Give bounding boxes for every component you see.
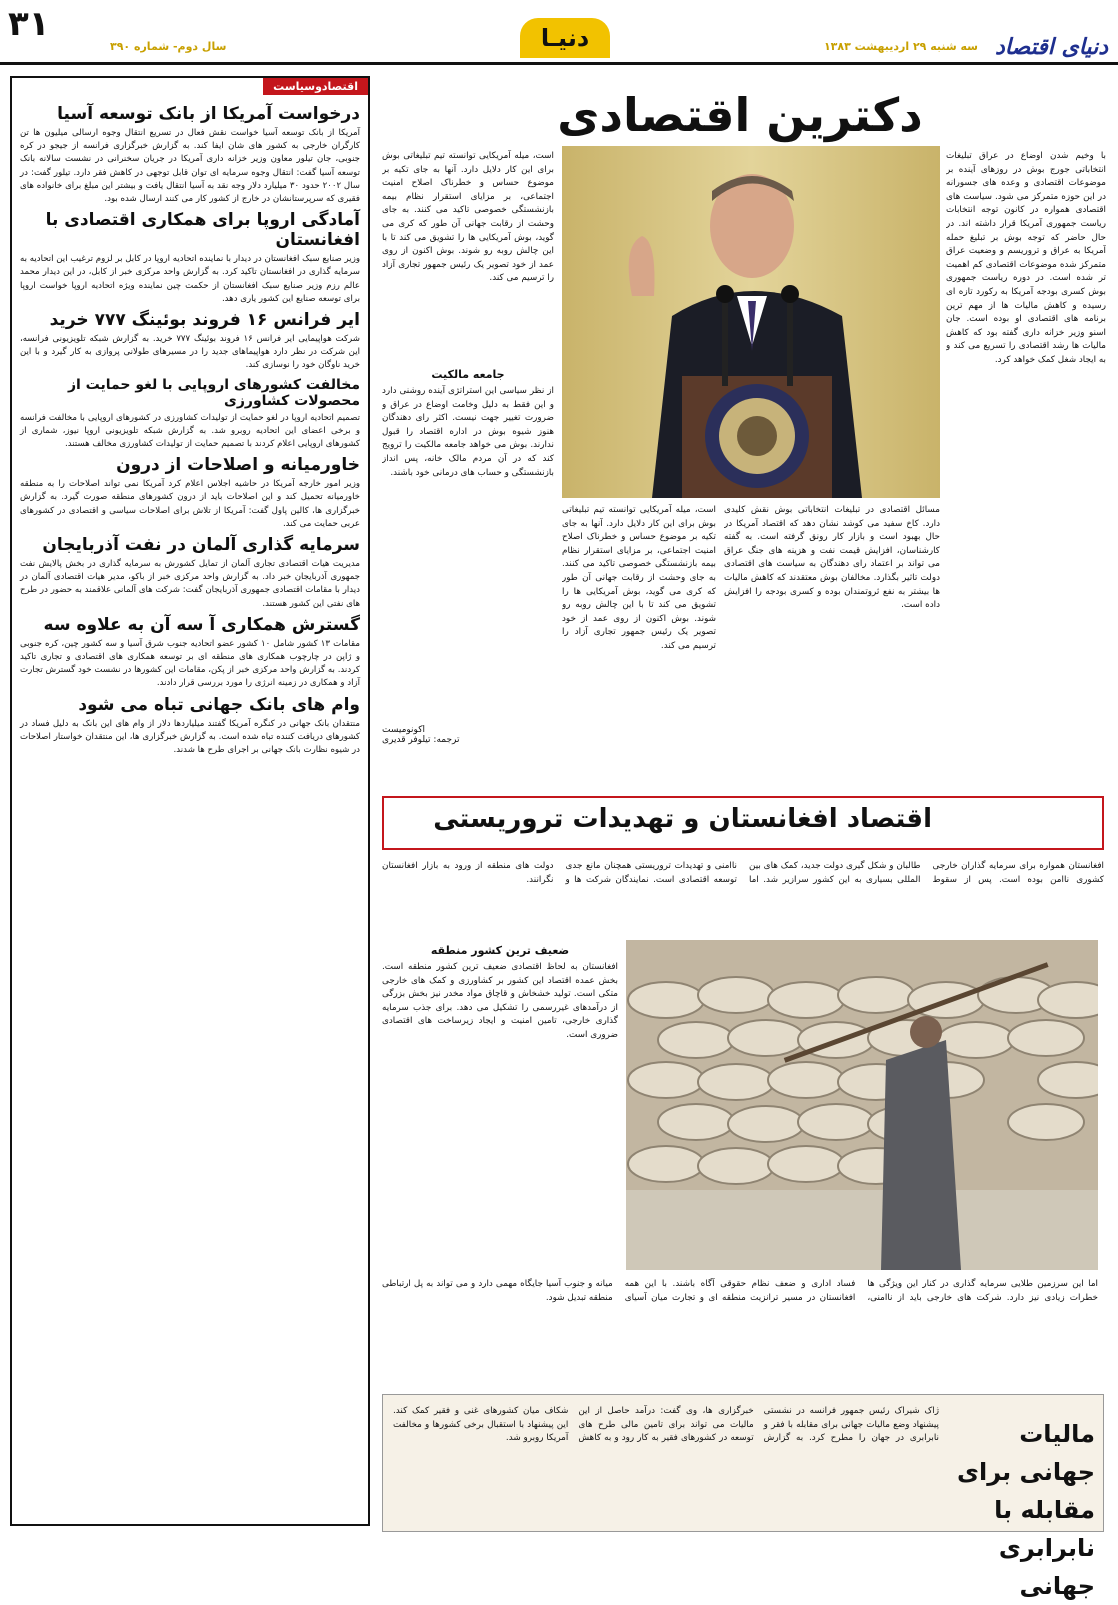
bush-speech-photo [562, 146, 940, 498]
translator-credit [382, 735, 554, 745]
article-headline: سرمایه گذاری آلمان در نفت آذربایجان [42, 535, 360, 556]
main-headline: دکترین اقتصادی [557, 88, 923, 142]
global-tax-headline: مالیات جهانی برای مقابله با نابرابری جهانی [957, 1420, 1095, 1600]
article-headline: خاورمیانه و اصلاحات از درون [116, 455, 360, 476]
translator-name: تیلوفر قدیری [382, 735, 431, 745]
subhead-ownership-society: جامعه مالکیت [431, 368, 505, 381]
section-banner [520, 18, 610, 58]
global-tax-text: ژاک شیراک رئیس جمهور فرانسه در نشستی پیشنهاد وضع مالیات جهانی برای مقابله با فقر و نابرابری در جهان را مطرح کرد. به گزارش خبرگزاری ها، وی گفت: درآمد حاصل از این مالیات می تواند برای تامین مالی طرح های توسعه در کشورهای فقیر به کار رود و به کاهش شکاف میان کشورهای غنی و فقیر کمک کند. این پیشنهاد با استقبال برخی کشورها و مخالفت آمریکا روبرو شد. [393, 1406, 939, 1444]
article-headline: درخواست آمریکا از بانک توسعه آسیا [57, 104, 360, 124]
article-headline: آمادگی اروپا برای همکاری اقتصادی با افغانستان [45, 210, 360, 251]
issue-number: سال دوم- شماره ۳۹۰ [110, 40, 227, 53]
afghanistan-text-left: افغانستان به لحاظ اقتصادی ضعیف ترین کشور منطقه است. بخش عمده اقتصاد این کشور بر کشاورزی و کمک های خارجی متکی است. تولید خشخاش و قاچاق مواد مخدر نیز بخش بزرگی از درآمدهای غیررسمی را تشکیل می دهد. برای جذب سرمایه گذاری خارجی، تامین امنیت و ایجاد زیرساخت های اقتصادی ضروری است. [382, 962, 618, 1040]
main-story-text-right: با وخیم شدن اوضاع در عراق تبلیغات انتخاباتی جورج بوش در روزهای آینده بر موضوعات اقتصادی و وعده های جسورانه در این حوزه متمرکز می شود. سیاست های اقتصادی همواره در کانون توجه انتخابات ریاست جمهوری آمریکا قرار داشته اند. در حال حاضر که توجه بوش بر تبلیغ حمله آمریکا به عراق و تروریسم و وضعیت عراق متمرکز شده موضوعات اقتصادی کم اهمیت تر شده است. در دوره ریاست جمهوری بوش کسری بودجه آمریکا به رکورد تازه ای رسیده و کاهش مالیات ها از مهم ترین برنامه های اقتصادی او بوده است. جان اسنو وزیر خزانه داری گفته بود که کاهش مالیات ها رشد اقتصادی را تسریع می کند و به ایجاد شغل کمک خواهد کرد. [946, 151, 1106, 365]
source-credit: اکونومیست [382, 725, 425, 735]
grain-sacks-illustration [626, 940, 1098, 1270]
translator-label: ترجمه: [433, 735, 460, 745]
main-story-left-block-2 [382, 364, 554, 784]
article-headline: وام های بانک جهانی تباه می شود [78, 694, 360, 715]
president-photo-illustration [562, 146, 940, 498]
article-body: آمریکا از بانک توسعه آسیا خواست نقش فعال در تسریع انتقال وجوه ارسالی میلیون ها تن کارگران خارجی به کشور های شان ایفا کند. به گزارش خبرگزاری فرانسه از جیجو در کره جنوبی، جان تیلور معاون وزیر خزانه داری آمریکا در جریان سخنرانی در نشست سالانه بانک توسعه آسیا گفت: انتقال وجوه سرمایه ای توان قابل توجهی در کاهش فقر دارد. تیلور گفت: در سال ۲۰۰۲ حدود ۳۰ میلیارد دلار وجه نقد به آسیا انتقال یافت و بیشتر این مبلغ برای خانواده های فقیری که سرپرستانشان در خارج از کشور کار می کنند ارسال شده بود. [20, 128, 360, 205]
article-body: مقامات ۱۳ کشور شامل ۱۰ کشور عضو اتحادیه جنوب شرق آسیا و سه کشور چین، کره جنوبی و ژاپن در چارچوب همکاری های منطقه ای بر توسعه همکاری های اقتصادی و تجاری تاکید کردند. به گزارش واحد مرکزی خبر از پکن، مقامات این کشورها در نشست خود گسترش تجارت آزاد و همکاری در زمینه انرژی را مورد بررسی قرار دادند. [20, 638, 360, 689]
article-body: تصمیم اتحادیه اروپا در لغو حمایت از تولیدات کشاورزی در کشورهای اروپایی با مخالفت فرانسه و برخی اعضای این اتحادیه روبرو شد. به گزارش شبکه تلویزیونی اروپا نیوز، شماری از کشورهای اروپایی اعلام کردند با تصمیم حمایت از تولیدات کشاورزی مخالف هستند. [20, 412, 360, 450]
article-headline: گسترش همکاری آ سه آن به علاوه سه [43, 614, 360, 635]
main-story-text-left-2: از نظر سیاسی این استراتژی آینده روشنی دارد و این فقط به دلیل وخامت اوضاع در عراق و ضرورت تغییر جهت نیست. اکثر رای دهندگان هنوز شیوه بوش در اداره اقتصاد را قبول ندارند. بوش می خواهد جامعه مالکیت را ترویج کند که در آن مردم مالک خانه، پس انداز بازنشستگی و حساب های درمانی خود باشند. [382, 386, 554, 478]
article-body: شرکت هواپیمایی ایر فرانس ۱۶ فروند بوئینگ ۷۷۷ خرید. به گزارش شبکه تلویزیونی فرانسه، این شرکت در نظر دارد هواپیماهای جدید را در مسیرهای طولانی پروازی به کار گیرد و با این خرید ناوگان خود را نوسازی کند. [20, 334, 360, 371]
subhead-weakest-country: ضعیف ترین کشور منطقه [430, 944, 570, 957]
section-title: دنیـا [540, 24, 590, 52]
column-tag: اقتصادوسیاست [263, 78, 368, 95]
issue-date: سه شنبه ۲۹ اردیبهشت ۱۳۸۳ [823, 40, 978, 53]
article-headline: ایر فرانس ۱۶ فروند بوئینگ ۷۷۷ خرید [49, 310, 360, 331]
afghanistan-headline: اقتصاد افغانستان و تهدیدات تروریستی [433, 804, 932, 834]
masthead [0, 0, 1118, 65]
article-body: وزیر صنایع سبک افغانستان در دیدار با نماینده اتحادیه اروپا در کابل بر لزوم ترغیب این اتحادیه به سرمایه گذاری در افغانستان تاکید کرد. به گزارش واحد مرکزی خبر از کابل، در این دیدار محمد عالم رزم وزیر صنایع سبک افغانستان از حکمت چین نماینده ویژه اتحادیه اروپا خواست اروپا برای توسعه صنایع این کشور یاری دهد. [20, 254, 360, 304]
main-story-left-block [382, 150, 554, 364]
main-story-text-left: است، میله آمریکایی توانسته تیم تبلیغاتی بوش برای این کار دلایل دارد. آنها به جای تکیه بر موضوع حساس و خطرناک اصلاح امنیت اجتماعی، بر مزایای استقرار نظام بیمه بازنشستگی خصوصی تاکید می کنند. به جای وحشت از رقابت جهانی آن طور که کری می گوید، بوش آمریکایی ها را تشویق می کند تا با این چالش روبه رو شوند. بوش اکنون از روی عمد از خود تصویر یک رئیس جمهور تجاری آزاد را ترسیم می کند. [382, 151, 554, 284]
global-tax-box [382, 1394, 1104, 1600]
afghanistan-text-top: افغانستان همواره برای سرمایه گذاران خارجی کشوری ناامن بوده است. پس از سقوط طالبان و شکل گیری دولت جدید، کمک های بین المللی بسیاری به این کشور سرازیر شد. اما ناامنی و تهدیدات تروریستی همچنان مانع جدی توسعه اقتصادی است. نمایندگان شرکت ها و دولت های منطقه از ورود به بازار افغانستان نگرانند. [382, 861, 1104, 885]
main-story-text-middle: مسائل اقتصادی در تبلیغات انتخاباتی بوش نقش کلیدی دارد. کاخ سفید می کوشد نشان دهد که اقتصاد آمریکا در حال بهبود است و بازار کار رونق گرفته است. به گفته کارشناسان، افزایش قیمت نفت و هزینه های جنگ عراق می تواند بر اعتماد رای دهندگان به سیاست های اقتصادی دولت تاثیر بگذارد. مخالفان بوش معتقدند که کاهش مالیات ها بیشتر به نفع ثروتمندان بوده و کسری بودجه را افزایش داده است. [724, 505, 940, 611]
article-body: مدیریت هیات اقتصادی تجاری آلمان از تمایل کشورش به سرمایه گذاری در بخش پالایش نفت جمهوری آذربایجان خبر داد. به گزارش واحد مرکزی خبر از باکو، مدیر هیات اقتصادی آلمان در دیدار با مقامات اقتصادی جمهوری آذربایجان گفت: شرکت های آلمانی علاقمند به حضور در طرح های نفتی این کشور هستند. [20, 559, 360, 609]
afghanistan-text-bottom: اما این سرزمین طلایی سرمایه گذاری در کنار این ویژگی ها خطرات زیادی نیز دارد. شرکت های خارجی باید از ناامنی، فساد اداری و ضعف نظام حقوقی آگاه باشند. با این همه افغانستان در مسیر ترانزیت منطقه ای و تجارت میان آسیای میانه و جنوب آسیا جایگاه مهمی دارد و می تواند به پل ارتباطی منطقه تبدیل شود. [382, 1279, 1098, 1303]
newspaper-logo: دنیای اقتصاد [995, 34, 1108, 60]
page-number: ۳۱ [8, 4, 50, 44]
economy-politics-column [10, 76, 370, 1526]
afghanistan-headline-box [382, 796, 1104, 850]
article-body: منتقدان بانک جهانی در کنگره آمریکا گفتند میلیاردها دلار از وام های این بانک به دلیل فساد در کشورهای دریافت کننده تباه شده است. به گزارش خبرگزاری ها، این منتقدان خواستار اصلاحات در شیوه نظارت بانک جهانی بر اجرای طرح ها شدند. [20, 718, 360, 756]
article-body: وزیر امور خارجه آمریکا در حاشیه اجلاس اعلام کرد آمریکا نمی تواند اصلاحات را به منطقه خاورمیانه تحمیل کند و این اصلاحات باید از درون کشورهای منطقه صورت گیرد. به گزارش خبرگزاری ها، کالین پاول گفت: آمریکا از تلاش برای اصلاحات سیاسی و اقتصادی در کشورهای عربی حمایت می کند. [20, 479, 360, 529]
article-headline: مخالفت کشورهای اروپایی با لغو حمایت از محصولات کشاورزی [67, 376, 360, 409]
afghan-warehouse-photo [626, 940, 1098, 1270]
main-story-text-center: است، میله آمریکایی توانسته تیم تبلیغاتی بوش برای این کار دلایل دارد. آنها به جای تکیه بر موضوع حساس و خطرناک اصلاح امنیت اجتماعی، بر مزایای استقرار نظام بیمه بازنشستگی خصوصی تاکید می کنند. به جای وحشت از رقابت جهانی آن طور که کری می گوید، بوش آمریکایی ها را تشویق می کند تا با این چالش روبه رو شوند. بوش اکنون از روی عمد از خود تصویر یک رئیس جمهور تجاری آزاد را ترسیم می کند. [562, 505, 716, 651]
